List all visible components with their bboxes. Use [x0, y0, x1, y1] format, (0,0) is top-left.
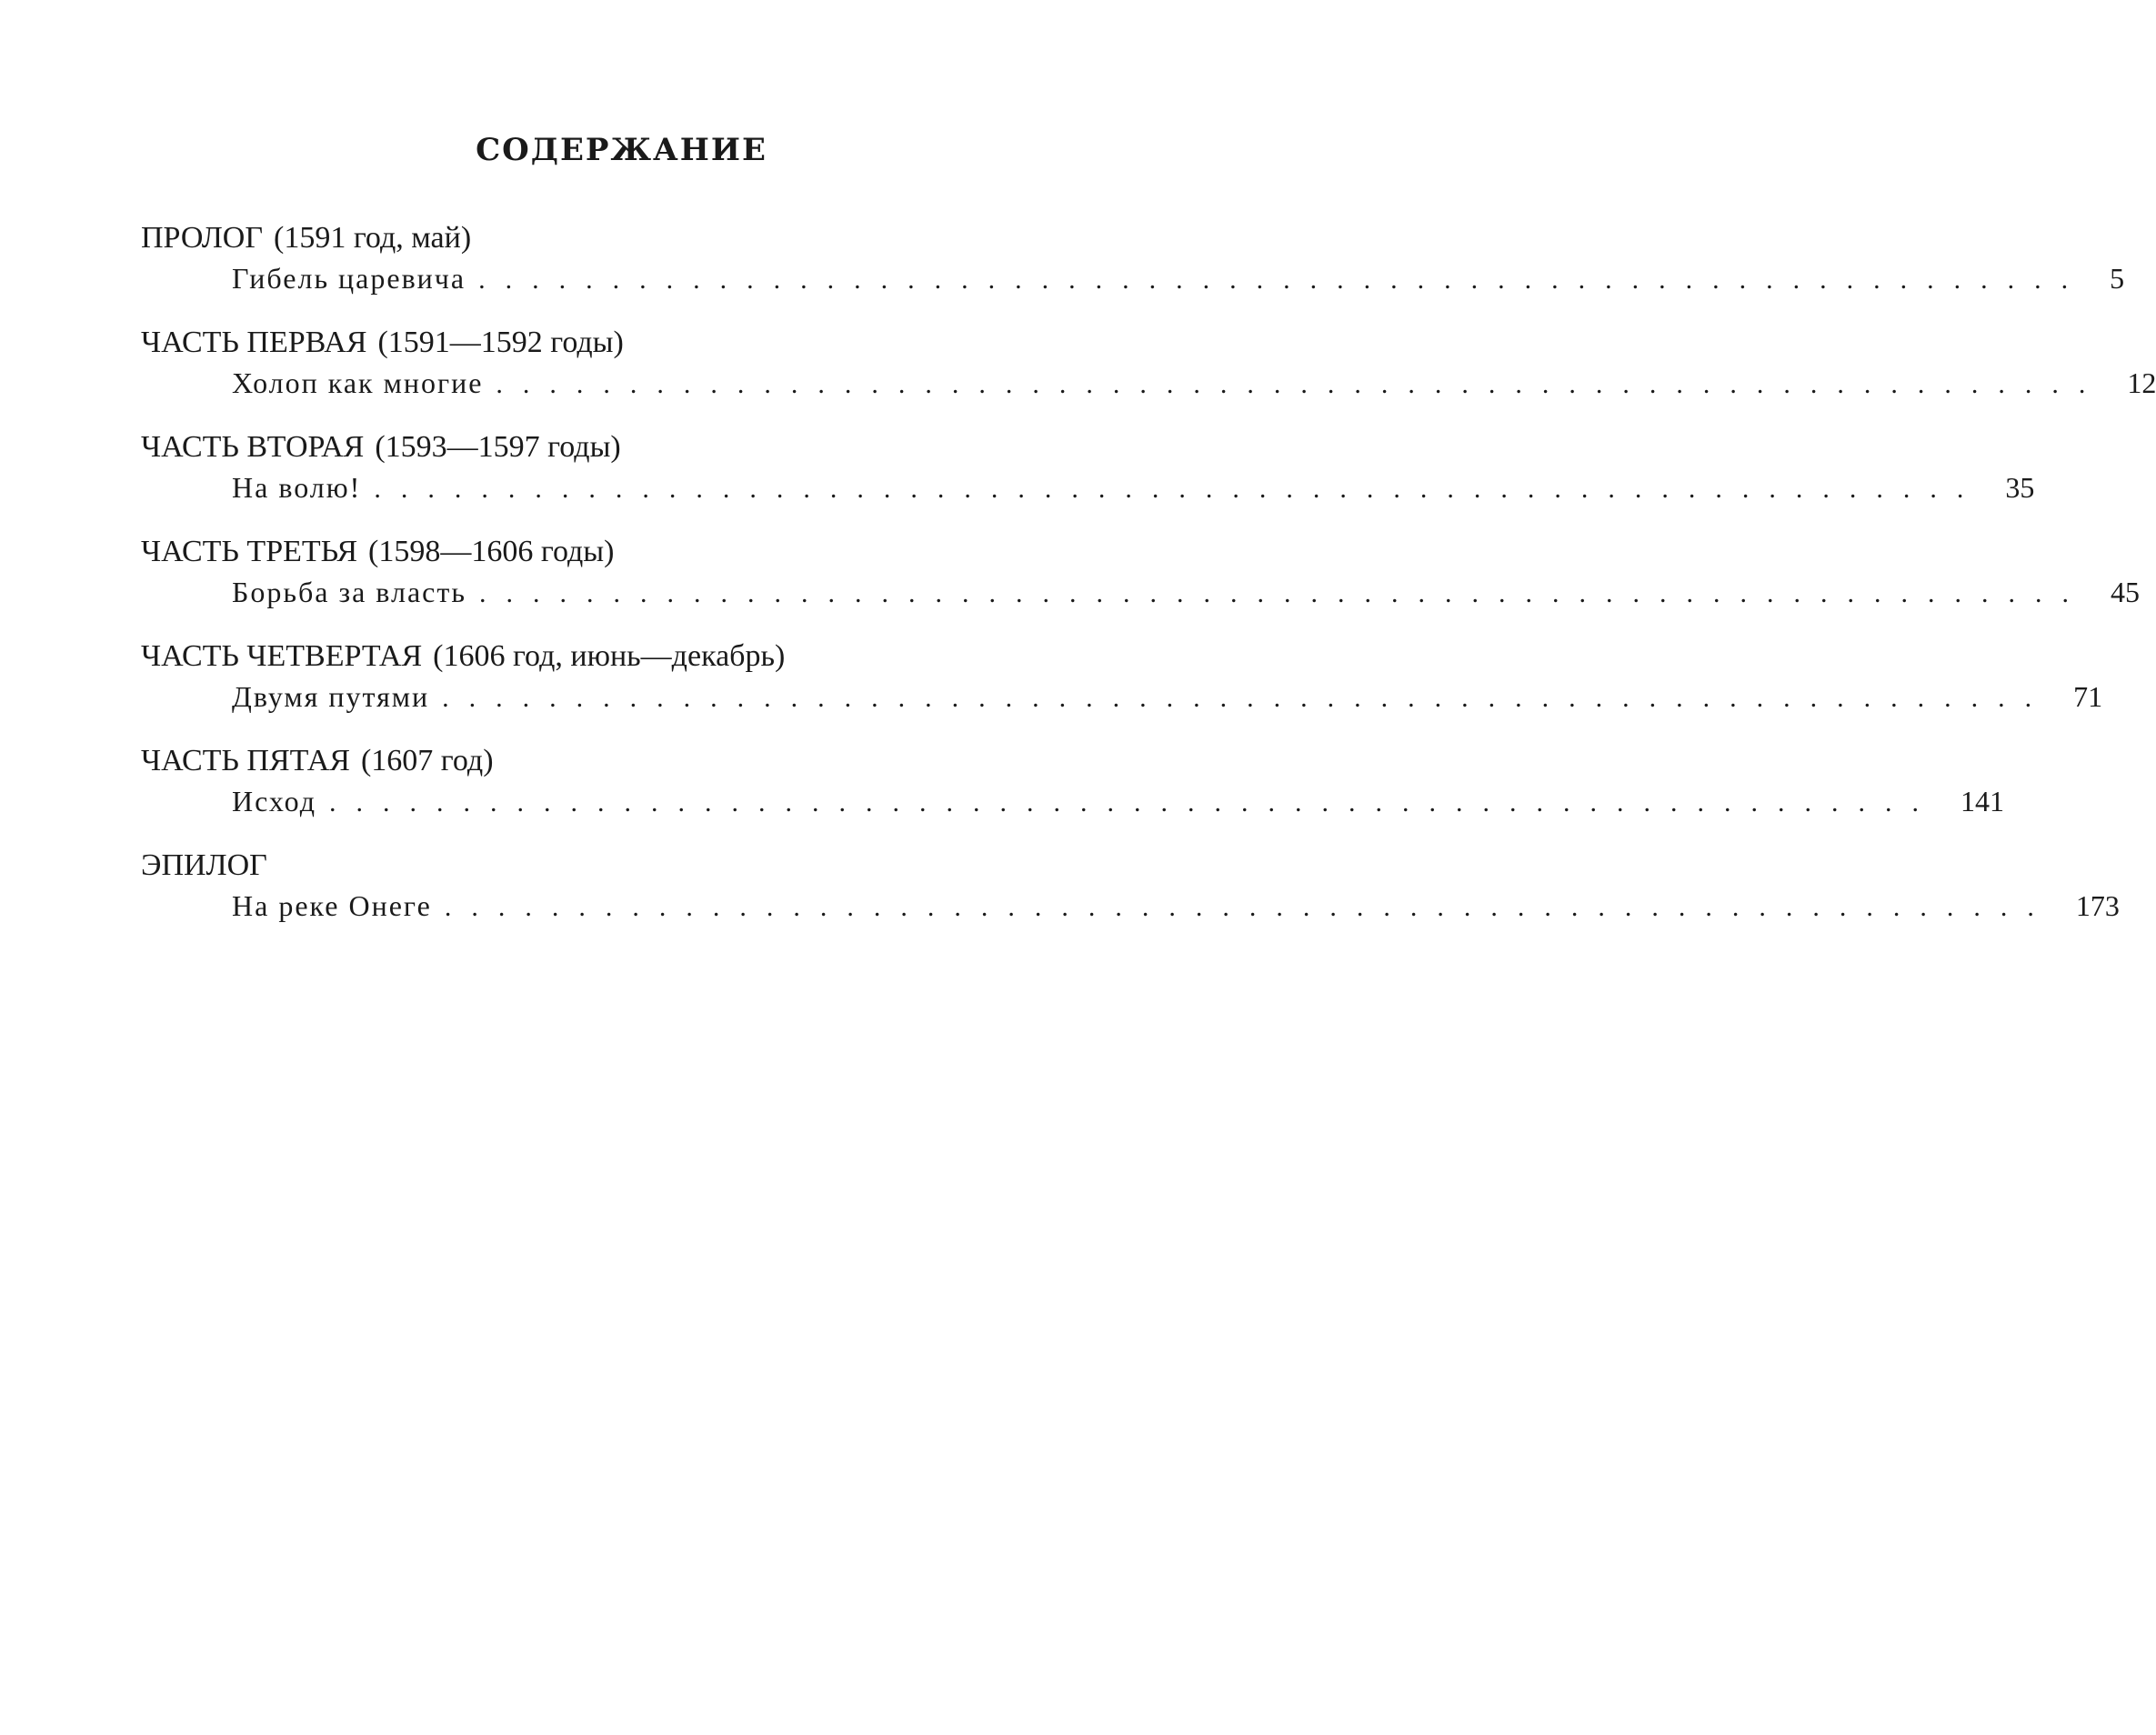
- page-title: СОДЕРЖАНИЕ: [476, 132, 767, 168]
- dot-leader: ............................................................: [444, 892, 2054, 922]
- toc-section: [141, 323, 2156, 427]
- toc-section: [141, 532, 2140, 637]
- toc-entry[interactable]: [232, 467, 2035, 507]
- part-heading: [141, 218, 471, 258]
- part-title: ПРОЛОГ: [141, 221, 264, 255]
- part-heading: [141, 427, 621, 467]
- part-dates: (1593—1597 годы): [375, 430, 621, 464]
- part-dates: (1598—1606 годы): [368, 535, 615, 568]
- page-number: 173: [2075, 889, 2120, 922]
- toc-entry[interactable]: [232, 886, 2120, 926]
- toc-section: [141, 846, 2120, 950]
- part-heading: [141, 323, 624, 363]
- part-heading: [141, 637, 785, 677]
- part-title: ЭПИЛОГ: [141, 848, 267, 882]
- toc-section: [141, 427, 2035, 532]
- toc-entry[interactable]: [232, 572, 2140, 612]
- page-number: 5: [2110, 262, 2125, 295]
- part-title: ЧАСТЬ ЧЕТВЕРТАЯ: [141, 639, 423, 673]
- page-number: 141: [1960, 785, 2005, 817]
- dot-leader: ............................................................: [329, 787, 1940, 817]
- dot-leader: ............................................................: [374, 474, 1984, 504]
- toc-entry[interactable]: [232, 258, 2125, 298]
- toc-entry[interactable]: [232, 781, 2005, 821]
- toc-section: [141, 741, 2005, 846]
- part-heading: [141, 532, 614, 572]
- toc-entry[interactable]: [232, 363, 2156, 403]
- entry-title: Двумя путями: [232, 680, 430, 713]
- entry-title: На волю!: [232, 471, 362, 504]
- page-number: 45: [2110, 576, 2140, 608]
- page-number: 35: [2005, 471, 2035, 504]
- dot-leader: ............................................................: [442, 683, 2052, 713]
- toc-entry[interactable]: [232, 677, 2103, 717]
- part-heading: [141, 741, 494, 781]
- dot-leader: ............................................................: [478, 578, 2089, 608]
- part-dates: (1606 год, июнь—декабрь): [433, 639, 786, 673]
- entry-title: На реке Онеге: [232, 889, 432, 922]
- part-title: ЧАСТЬ ТРЕТЬЯ: [141, 535, 358, 568]
- part-title: ЧАСТЬ ПЕРВАЯ: [141, 326, 367, 359]
- part-dates: (1591—1592 годы): [377, 326, 624, 359]
- part-heading: [141, 846, 278, 886]
- entry-title: Холоп как многие: [232, 366, 484, 399]
- toc-section: [141, 218, 2125, 323]
- part-dates: (1591 год, май): [274, 221, 472, 255]
- part-title: ЧАСТЬ ПЯТАЯ: [141, 744, 350, 777]
- page-number: 71: [2073, 680, 2103, 713]
- dot-leader: ............................................................: [478, 265, 2089, 295]
- page-number: 12: [2127, 366, 2156, 399]
- entry-title: Исход: [232, 785, 317, 817]
- table-of-contents: [141, 218, 2156, 950]
- part-title: ЧАСТЬ ВТОРАЯ: [141, 430, 365, 464]
- entry-title: Гибель царевича: [232, 262, 466, 295]
- dot-leader: ............................................................: [496, 369, 2106, 399]
- entry-title: Борьба за власть: [232, 576, 466, 608]
- part-dates: (1607 год): [360, 744, 494, 777]
- toc-section: [141, 637, 2103, 741]
